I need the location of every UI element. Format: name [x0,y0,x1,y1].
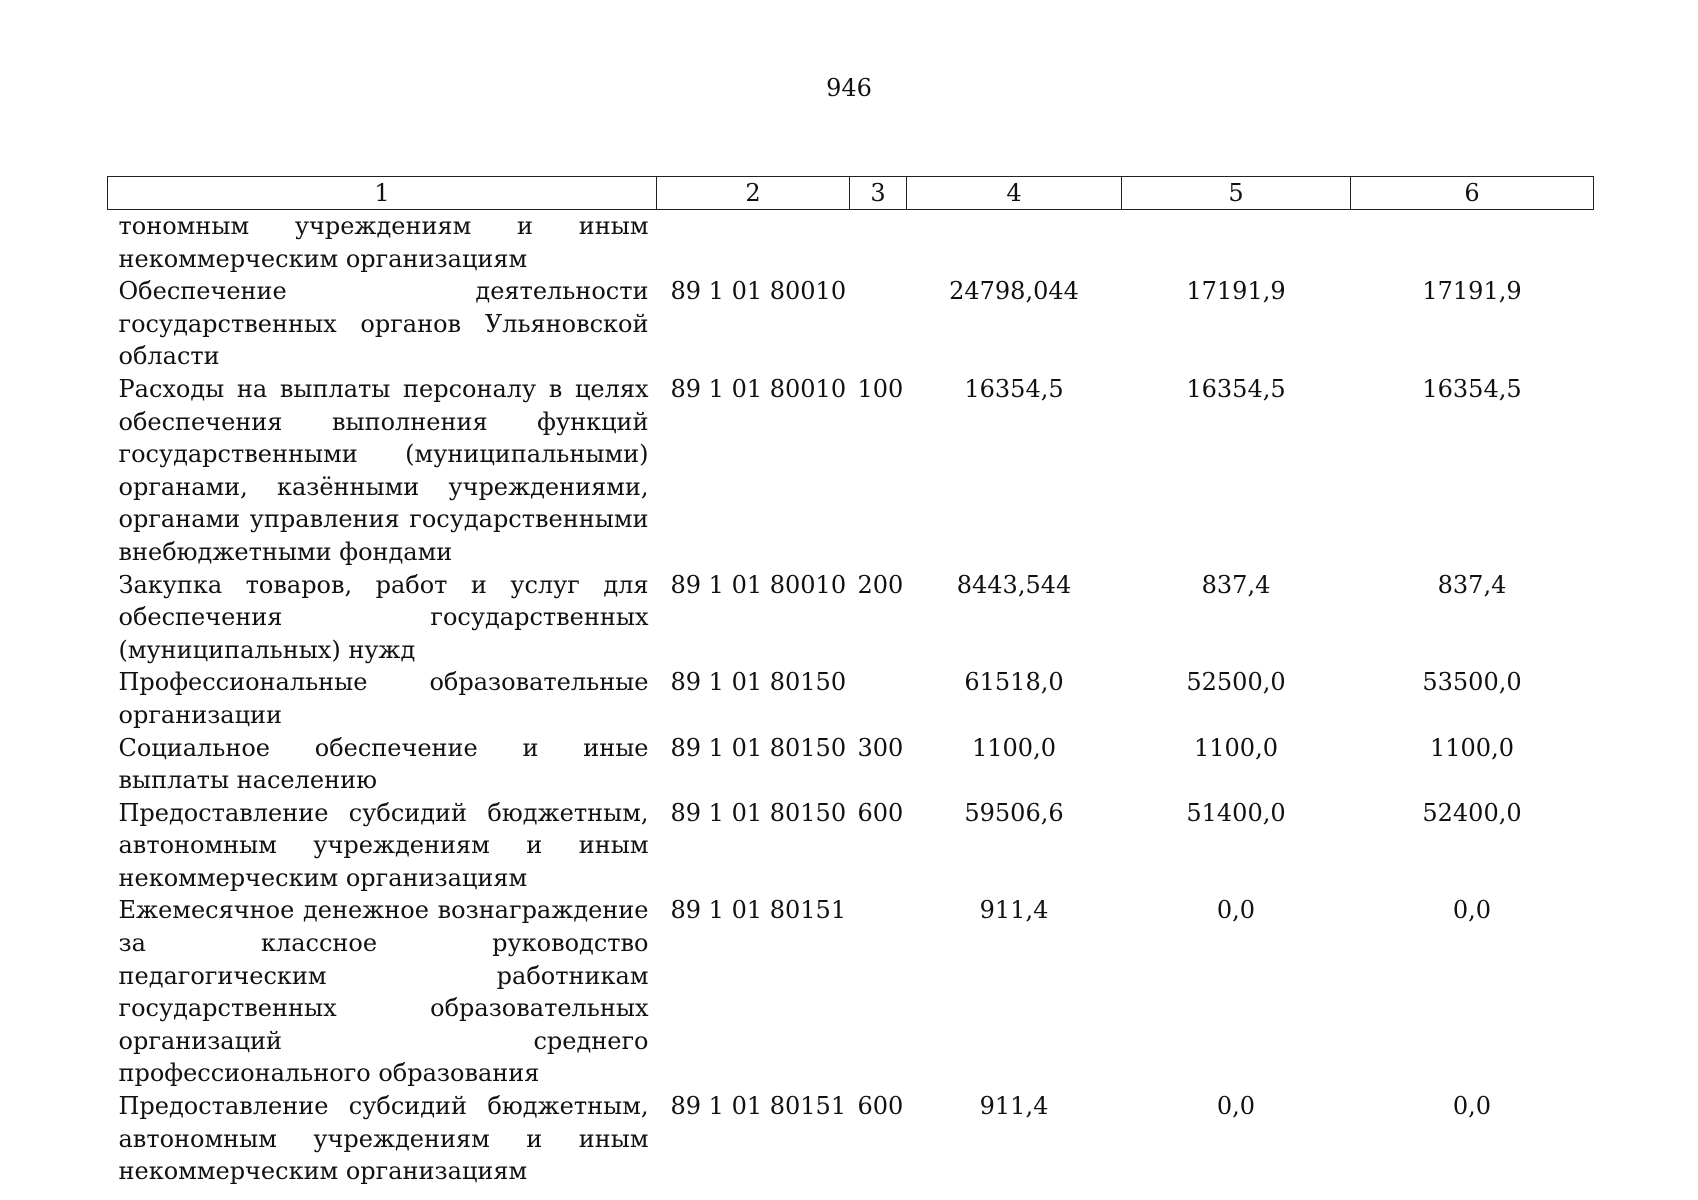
row-value-col5: 17191,9 [1186,277,1286,306]
row-target-code: 89 1 01 80151 [670,1092,847,1121]
column-header-5: 5 [1122,177,1351,210]
row-target-code: 89 1 01 80010 [670,277,847,306]
table-row [108,373,1594,569]
row-target-code [657,210,850,276]
row-expense-type: 300 [857,733,904,762]
row-target-code: 89 1 01 80150 [670,668,847,697]
column-header-1: 1 [108,177,657,210]
row-value-col4: 59506,6 [964,798,1064,827]
row-value-col6: 16354,5 [1422,374,1522,403]
row-value-col5: 16354,5 [1186,374,1286,403]
row-target-code: 89 1 01 80150 [670,733,847,762]
row-value-col5 [1122,210,1351,276]
row-value-col4: 24798,044 [949,277,1079,306]
row-expense-type [850,894,907,1090]
row-target-code: 89 1 01 80151 [670,896,847,925]
row-description: Ежемесячное денежное вознаграждение за классное руководство педагогическим работникам государственных образовательных организаций среднего профессионального образования [118,896,649,1088]
row-value-col4: 16354,5 [964,374,1064,403]
row-target-code: 89 1 01 80150 [670,798,847,827]
row-description: Расходы на выплаты персоналу в целях обеспечения выполнения функций государственными (муниципальными) органами, казёнными учреждениями, органами управления государственными внебюджетными фондами [118,374,649,566]
row-value-col4: 61518,0 [964,668,1064,697]
row-expense-type [850,666,907,731]
row-target-code: 89 1 01 80010 [670,570,847,599]
row-value-col5: 0,0 [1216,1092,1256,1121]
row-value-col6: 0,0 [1452,896,1492,925]
page-number: 946 [826,74,872,102]
row-description: Обеспечение деятельности государственных органов Ульяновской области [118,277,649,371]
table-body [108,210,1594,1188]
row-value-col5: 0,0 [1216,896,1256,925]
row-value-col6: 53500,0 [1422,668,1522,697]
row-value-col6: 17191,9 [1422,277,1522,306]
row-expense-type: 600 [857,798,904,827]
row-value-col4: 911,4 [979,896,1049,925]
table-row [108,275,1594,373]
budget-table [107,176,1594,1188]
row-description: Профессиональные образовательные организации [118,668,649,729]
column-header-4: 4 [907,177,1122,210]
row-expense-type: 200 [857,570,904,599]
row-value-col4: 1100,0 [972,733,1056,762]
row-value-col6: 0,0 [1452,1092,1492,1121]
table-row [108,666,1594,731]
row-description: Предоставление субсидий бюджетным, автономным учреждениям и иным некоммерческим организациям [118,798,649,892]
header-row [108,177,1594,210]
table-header [108,177,1594,210]
row-description: Закупка товаров, работ и услуг для обеспечения государственных (муниципальных) нужд [118,570,649,664]
row-expense-type: 600 [857,1092,904,1121]
column-header-2: 2 [657,177,850,210]
row-target-code: 89 1 01 80010 [670,374,847,403]
row-value-col6: 52400,0 [1422,798,1522,827]
row-description: Предоставление субсидий бюджетным, автономным учреждениям и иным некоммерческим организациям [118,1092,649,1186]
row-value-col5: 1100,0 [1194,733,1278,762]
table-row [108,210,1594,276]
table-row [108,1090,1594,1188]
row-value-col4: 8443,544 [956,570,1072,599]
row-expense-type [850,210,907,276]
table-row [108,797,1594,895]
row-expense-type [850,275,907,373]
row-value-col6: 837,4 [1437,570,1507,599]
column-header-6: 6 [1351,177,1594,210]
row-value-col6 [1351,210,1594,276]
row-value-col4: 911,4 [979,1092,1049,1121]
row-expense-type: 100 [857,374,904,403]
row-value-col5: 52500,0 [1186,668,1286,697]
table-row [108,732,1594,797]
table-row [108,894,1594,1090]
row-description: тономным учреждениям и иным некоммерческим организациям [118,212,649,273]
row-value-col5: 837,4 [1201,570,1271,599]
row-value-col6: 1100,0 [1430,733,1514,762]
row-value-col4 [907,210,1122,276]
table-row [108,569,1594,667]
row-description: Социальное обеспечение и иные выплаты населению [118,733,649,795]
row-value-col5: 51400,0 [1186,798,1286,827]
column-header-3: 3 [850,177,907,210]
